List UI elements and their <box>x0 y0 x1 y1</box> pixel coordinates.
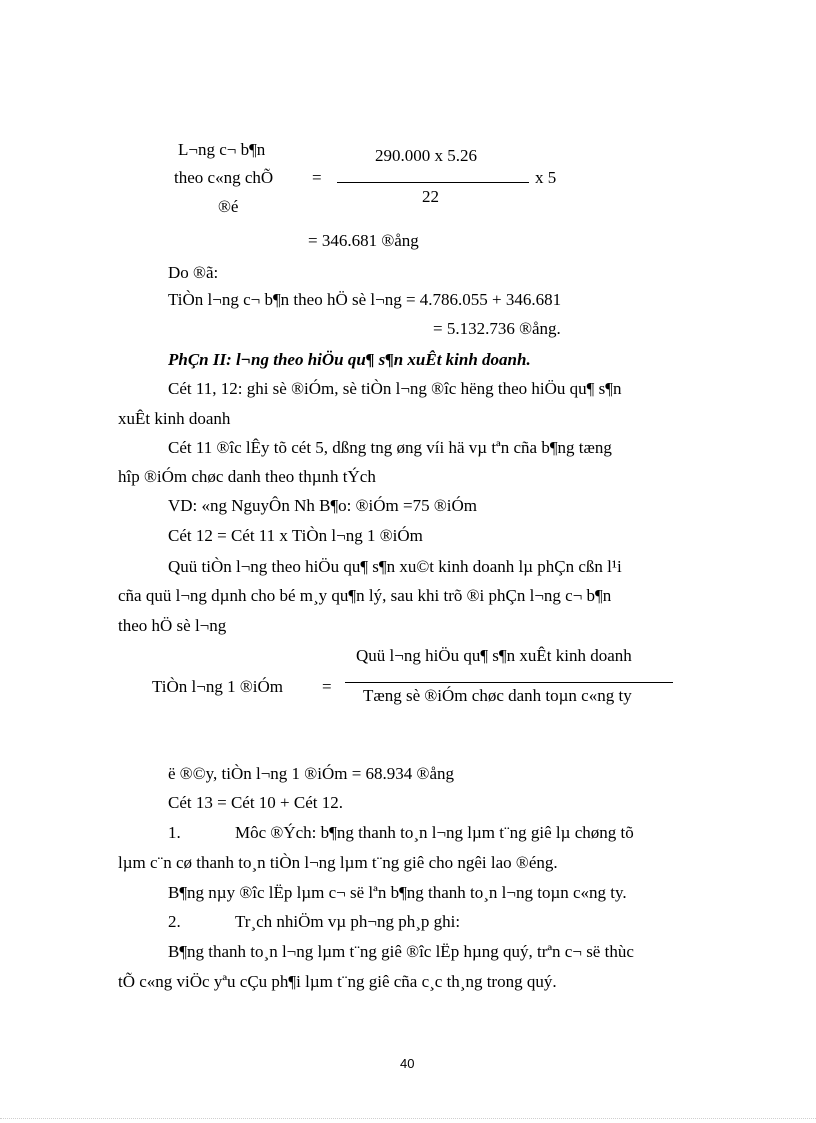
section-heading: PhÇn II: l¬ng theo hiÖu qu¶ s¶n xuÊt kinh doanh. <box>168 350 531 369</box>
list-number: 1. <box>168 823 181 842</box>
formula1-fraction-bar <box>337 182 529 183</box>
text-line: Tr¸ch nhiÖm vµ ph¬ng ph¸p ghi: <box>235 912 461 931</box>
formula2-equals: = <box>322 677 332 696</box>
formula2-numerator: Quü l¬ng hiÖu qu¶ s¶n xuÊt kinh doanh <box>356 646 632 665</box>
formula2-fraction-bar <box>345 682 673 683</box>
text-line: cña quü l¬ng dµnh cho bé m¸y qu¶n lý, sau khi trõ ®i phÇn l¬ng c¬ b¶n <box>118 586 612 605</box>
text-line: lµm c¨n cø thanh to¸n tiÒn l¬ng lµm t¨ng giê cho ngêi lao ®éng. <box>118 853 558 872</box>
formula1-numerator: 290.000 x 5.26 <box>375 146 477 165</box>
formula2-lhs: TiÒn l¬ng 1 ®iÓm <box>152 677 283 696</box>
text-line: xuÊt kinh doanh <box>118 409 231 428</box>
text-line: Cét 11, 12: ghi sè ®iÓm, sè tiÒn l¬ng ®îc hëng theo hiÖu qu¶ s¶n <box>168 379 622 398</box>
formula2-denominator: Tæng sè ®iÓm chøc danh toµn c«ng ty <box>363 686 632 705</box>
text-line: hîp ®iÓm chøc danh theo thµnh tÝch <box>118 467 376 486</box>
text-line-do-da: Do ®ã: <box>168 263 219 282</box>
formula1-lhs-line2: theo c«ng chÕ <box>174 168 274 187</box>
text-line: Cét 13 = Cét 10 + Cét 12. <box>168 793 343 812</box>
text-line: ë ®©y, tiÒn l¬ng 1 ®iÓm = 68.934 ®ång <box>168 764 454 783</box>
text-line: tÕ c«ng viÖc yªu cÇu ph¶i lµm t¨ng giê cña c¸c th¸ng trong quý. <box>118 972 557 991</box>
page-number: 40 <box>400 1056 415 1071</box>
formula1-denominator: 22 <box>422 187 439 206</box>
formula1-lhs-line3: ®é <box>218 197 239 216</box>
text-line: Môc ®Ých: b¶ng thanh to¸n l¬ng lµm t¨ng giê lµ chøng tõ <box>235 823 634 842</box>
formula1-multiplier: x 5 <box>535 168 557 187</box>
formula1-result: = 346.681 ®ång <box>308 231 419 250</box>
text-line: Cét 11 ®îc lÊy tõ cét 5, dßng tng øng víi hä vµ tªn cña b¶ng tæng <box>168 438 612 457</box>
text-line: Cét 12 = Cét 11 x TiÒn l¬ng 1 ®iÓm <box>168 526 423 545</box>
text-line: B¶ng thanh to¸n l¬ng lµm t¨ng giê ®îc lËp hµng quý, trªn c¬ së thùc <box>168 942 634 961</box>
formula1-equals: = <box>312 168 322 187</box>
text-line: VD: «ng NguyÔn Nh B¶o: ®iÓm =75 ®iÓm <box>168 496 477 515</box>
text-line: Quü tiÒn l¬ng theo hiÖu qu¶ s¶n xu©t kinh doanh lµ phÇn cßn l¹i <box>168 557 622 576</box>
formula1-lhs-line1: L¬ng c¬ b¶n <box>178 140 266 159</box>
text-line: theo hÖ sè l¬ng <box>118 616 227 635</box>
text-line-total: = 5.132.736 ®ång. <box>433 319 561 338</box>
list-number: 2. <box>168 912 181 931</box>
text-line: B¶ng nµy ®îc lËp lµm c¬ së lªn b¶ng thanh to¸n l¬ng toµn c«ng ty. <box>168 883 627 902</box>
page-bottom-divider <box>0 1118 816 1119</box>
text-line-tien-luong-cb: TiÒn l¬ng c¬ b¶n theo hÖ sè l¬ng = 4.786.055 + 346.681 <box>168 290 562 309</box>
